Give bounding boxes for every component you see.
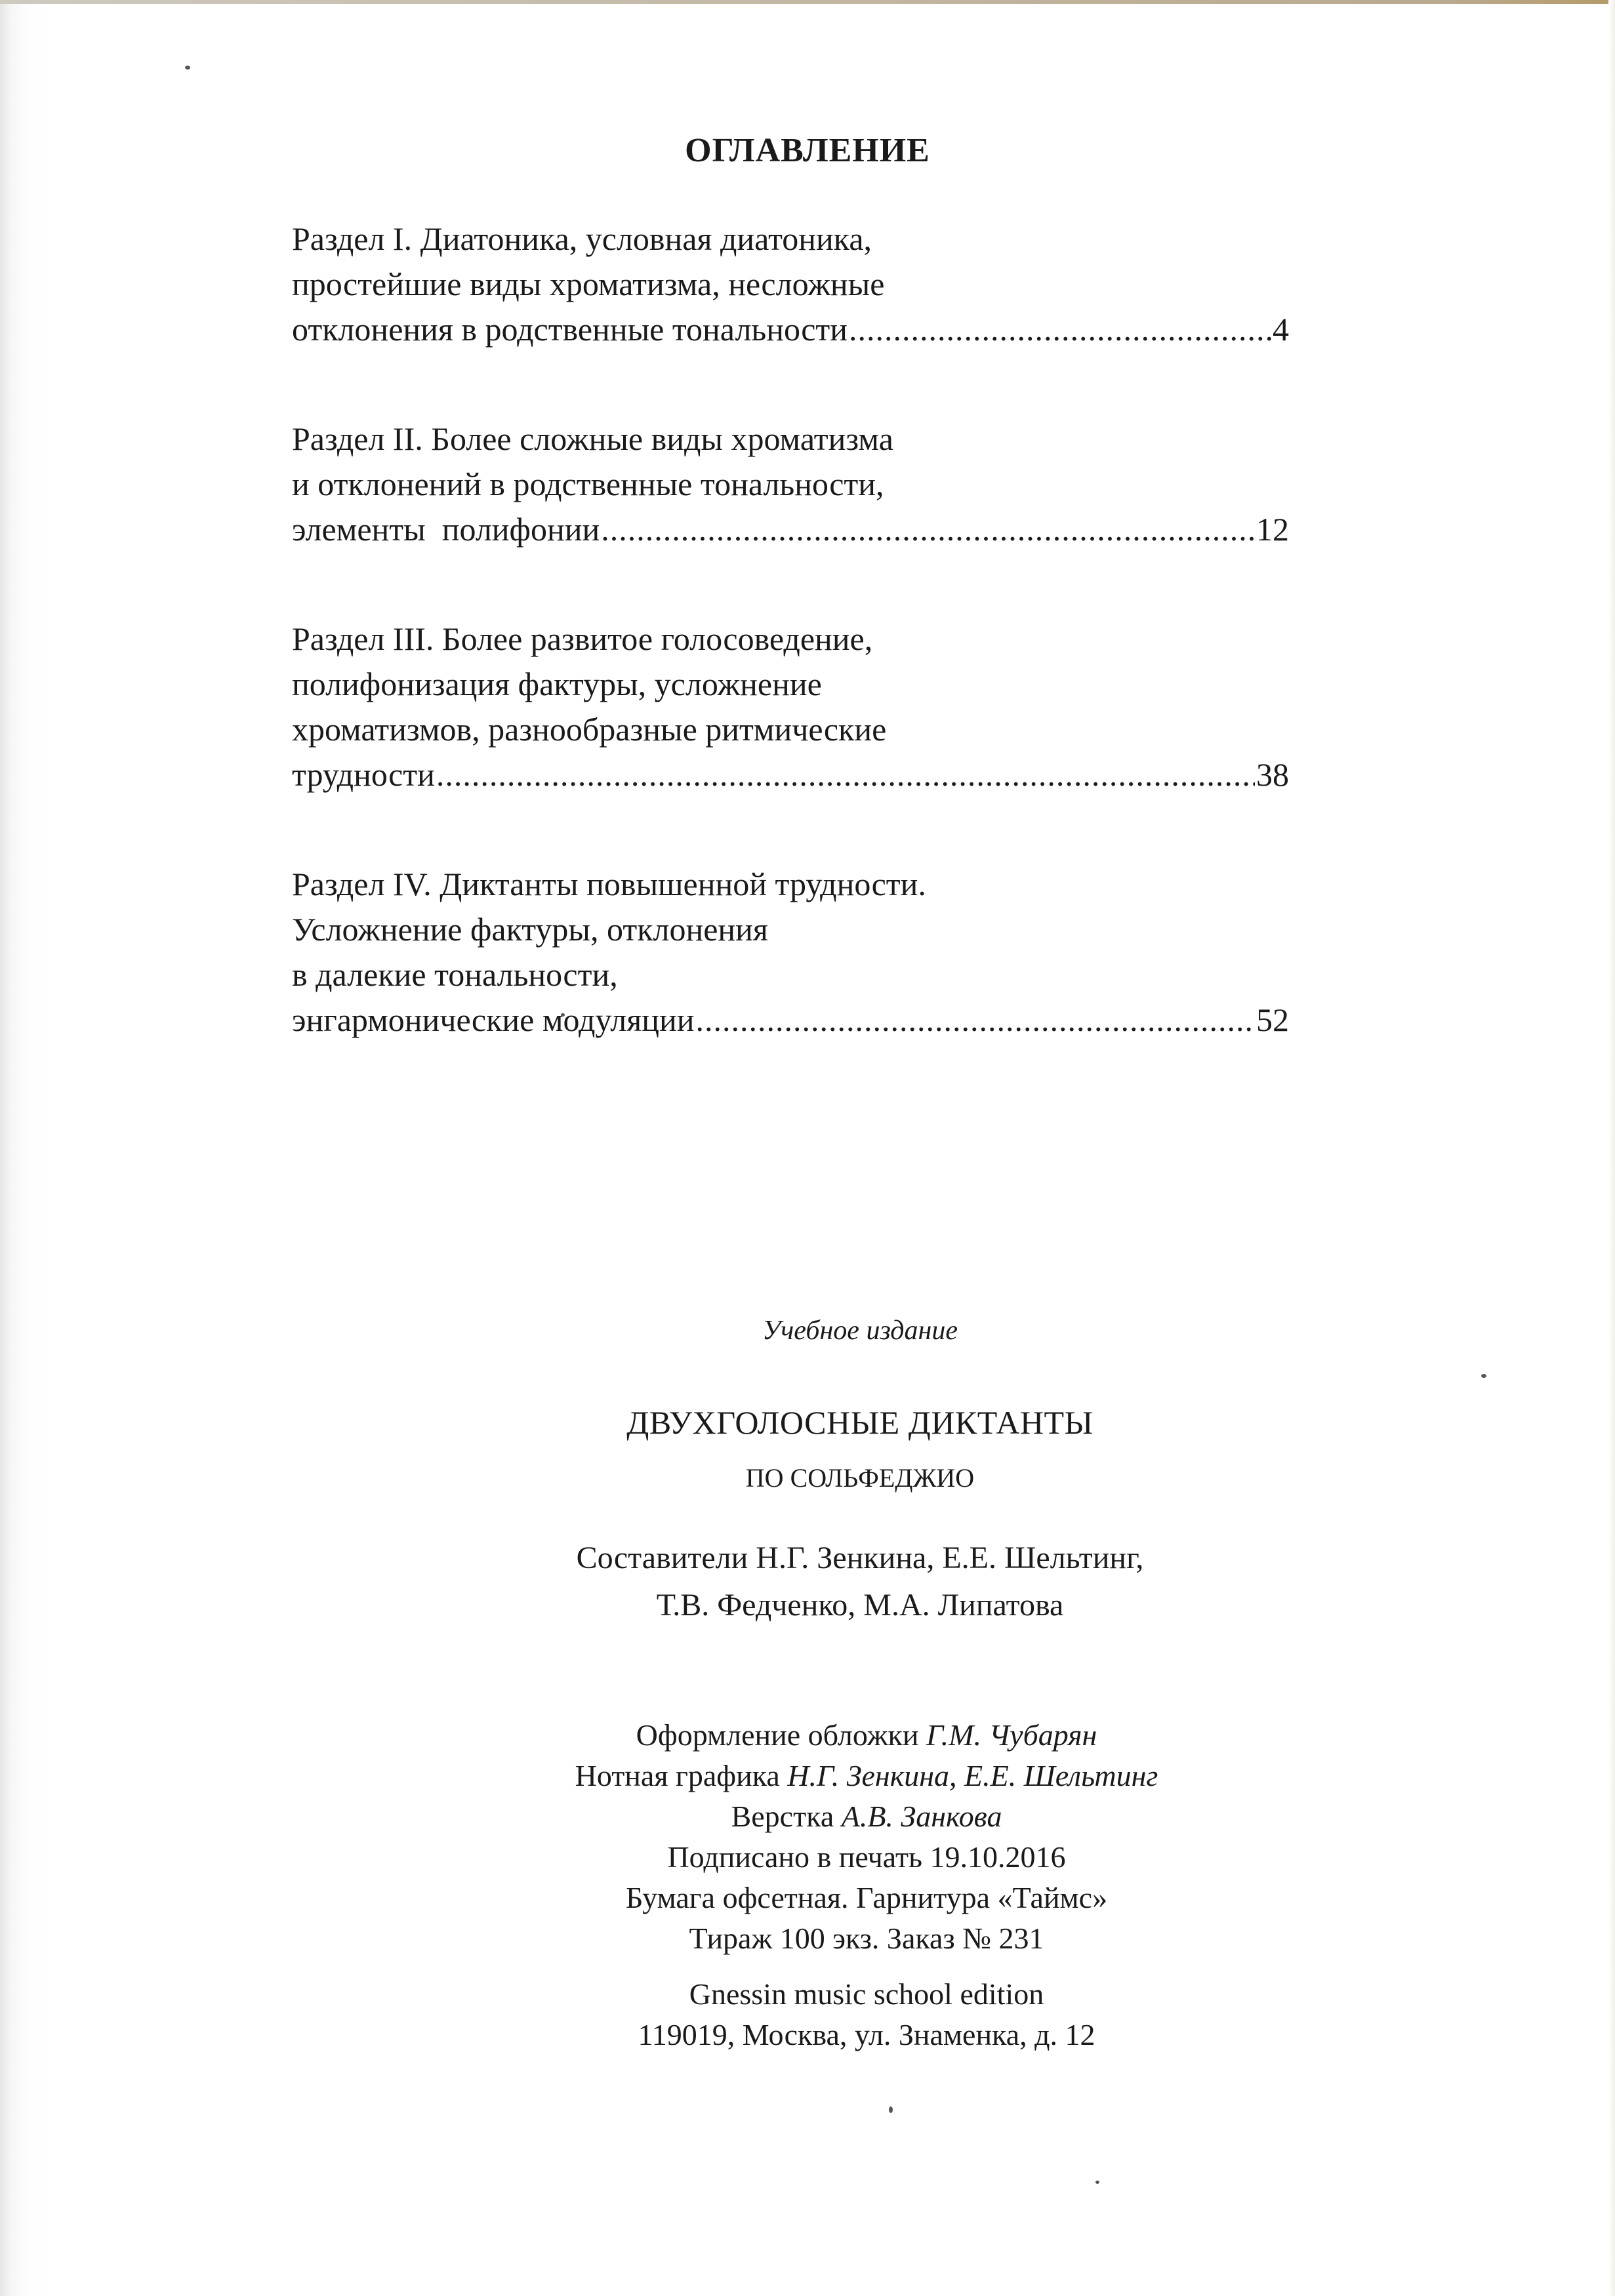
leader-dots bbox=[696, 997, 1255, 1043]
ink-speck bbox=[889, 2106, 893, 2113]
toc-entry-line: в далекие тональности, bbox=[292, 956, 618, 993]
toc-entry-line: полифонизация фактуры, усложнение bbox=[292, 666, 822, 702]
credits bbox=[59, 1715, 1615, 1959]
toc-entry-line: простейшие виды хроматизма, несложные bbox=[292, 266, 885, 302]
toc-entry-line: Раздел IV. Диктанты повышенной трудности. bbox=[292, 866, 926, 902]
toc-entry-line: Раздел II. Более сложные виды хроматизма bbox=[292, 420, 893, 457]
leader-dots bbox=[436, 752, 1255, 797]
toc-entry-last-line bbox=[292, 997, 1289, 1043]
toc-entry-line: энгармонические модуляции bbox=[292, 1001, 695, 1038]
signed-date: Подписано в печать 19.10.2016 bbox=[667, 1840, 1066, 1874]
toc-entry-last-line bbox=[292, 307, 1289, 352]
page-top-edge bbox=[0, 0, 1615, 4]
toc-entry-last-line bbox=[292, 752, 1289, 797]
toc-entry-line: Усложнение фактуры, отклонения bbox=[292, 911, 768, 948]
toc-entry bbox=[292, 862, 1289, 1043]
cover-credit-label: Оформление обложки bbox=[636, 1718, 919, 1752]
compilers-line: Т.В. Федченко, М.А. Липатова bbox=[656, 1588, 1064, 1622]
layout-credit bbox=[59, 1796, 1615, 1837]
toc-page-number: 12 bbox=[1256, 511, 1289, 548]
toc-page-number: 52 bbox=[1256, 1001, 1289, 1038]
notation-credit-name: Н.Г. Зенкина, Е.Е. Шельтинг bbox=[787, 1759, 1158, 1792]
layout-credit-label: Верстка bbox=[731, 1800, 834, 1833]
ink-speck bbox=[185, 66, 190, 70]
toc-page-number: 4 bbox=[1273, 311, 1289, 348]
print-run: Тираж 100 экз. Заказ № 231 bbox=[689, 1922, 1044, 1955]
toc-page-number: 38 bbox=[1256, 756, 1289, 793]
publisher-block bbox=[59, 1974, 1615, 2055]
toc-entry-line: отклонения в родственные тональности bbox=[292, 311, 848, 348]
toc-entry-line: и отклонений в родственные тональности, bbox=[292, 466, 884, 502]
leader-dots bbox=[849, 307, 1271, 352]
toc-entry bbox=[292, 216, 1289, 352]
toc-entry-line: Раздел III. Более развитое голосоведение, bbox=[292, 620, 873, 657]
compilers-line: Составители Н.Г. Зенкина, Е.Е. Шельтинг, bbox=[576, 1541, 1144, 1575]
toc-entry bbox=[292, 616, 1289, 797]
toc-entry-last-line bbox=[292, 507, 1289, 552]
paper-info: Бумага офсетная. Гарнитура «Таймс» bbox=[625, 1881, 1108, 1914]
notation-credit-label: Нотная графика bbox=[575, 1759, 780, 1792]
notation-credit bbox=[59, 1756, 1615, 1796]
toc-title: ОГЛАВЛЕНИЕ bbox=[685, 132, 930, 169]
cover-credit bbox=[59, 1715, 1615, 1756]
cover-credit-name: Г.М. Чубарян bbox=[926, 1718, 1097, 1752]
toc-entry-line: Раздел I. Диатоника, условная диатоника, bbox=[292, 220, 872, 257]
compilers bbox=[52, 1535, 1615, 1629]
toc-entry bbox=[292, 416, 1289, 552]
toc-entry-line: трудности bbox=[292, 756, 435, 793]
book-subtitle: ПО СОЛЬФЕДЖИО bbox=[745, 1463, 975, 1493]
toc-entry-line: элементы полифонии bbox=[292, 511, 600, 548]
book-title: ДВУХГОЛОСНЫЕ ДИКТАНТЫ bbox=[626, 1404, 1094, 1441]
leader-dots bbox=[601, 507, 1255, 552]
ink-speck bbox=[1095, 2181, 1099, 2184]
toc-entry-line: хроматизмов, разнообразные ритмические bbox=[292, 711, 887, 748]
layout-credit-name: А.В. Занкова bbox=[841, 1800, 1002, 1833]
publisher-address: 119019, Москва, ул. Знаменка, д. 12 bbox=[638, 2018, 1095, 2051]
ink-speck bbox=[1481, 1374, 1486, 1378]
edition-type: Учебное издание bbox=[762, 1316, 958, 1346]
publisher-name: Gnessin music school edition bbox=[689, 1977, 1044, 2011]
table-of-contents bbox=[292, 216, 1289, 1107]
